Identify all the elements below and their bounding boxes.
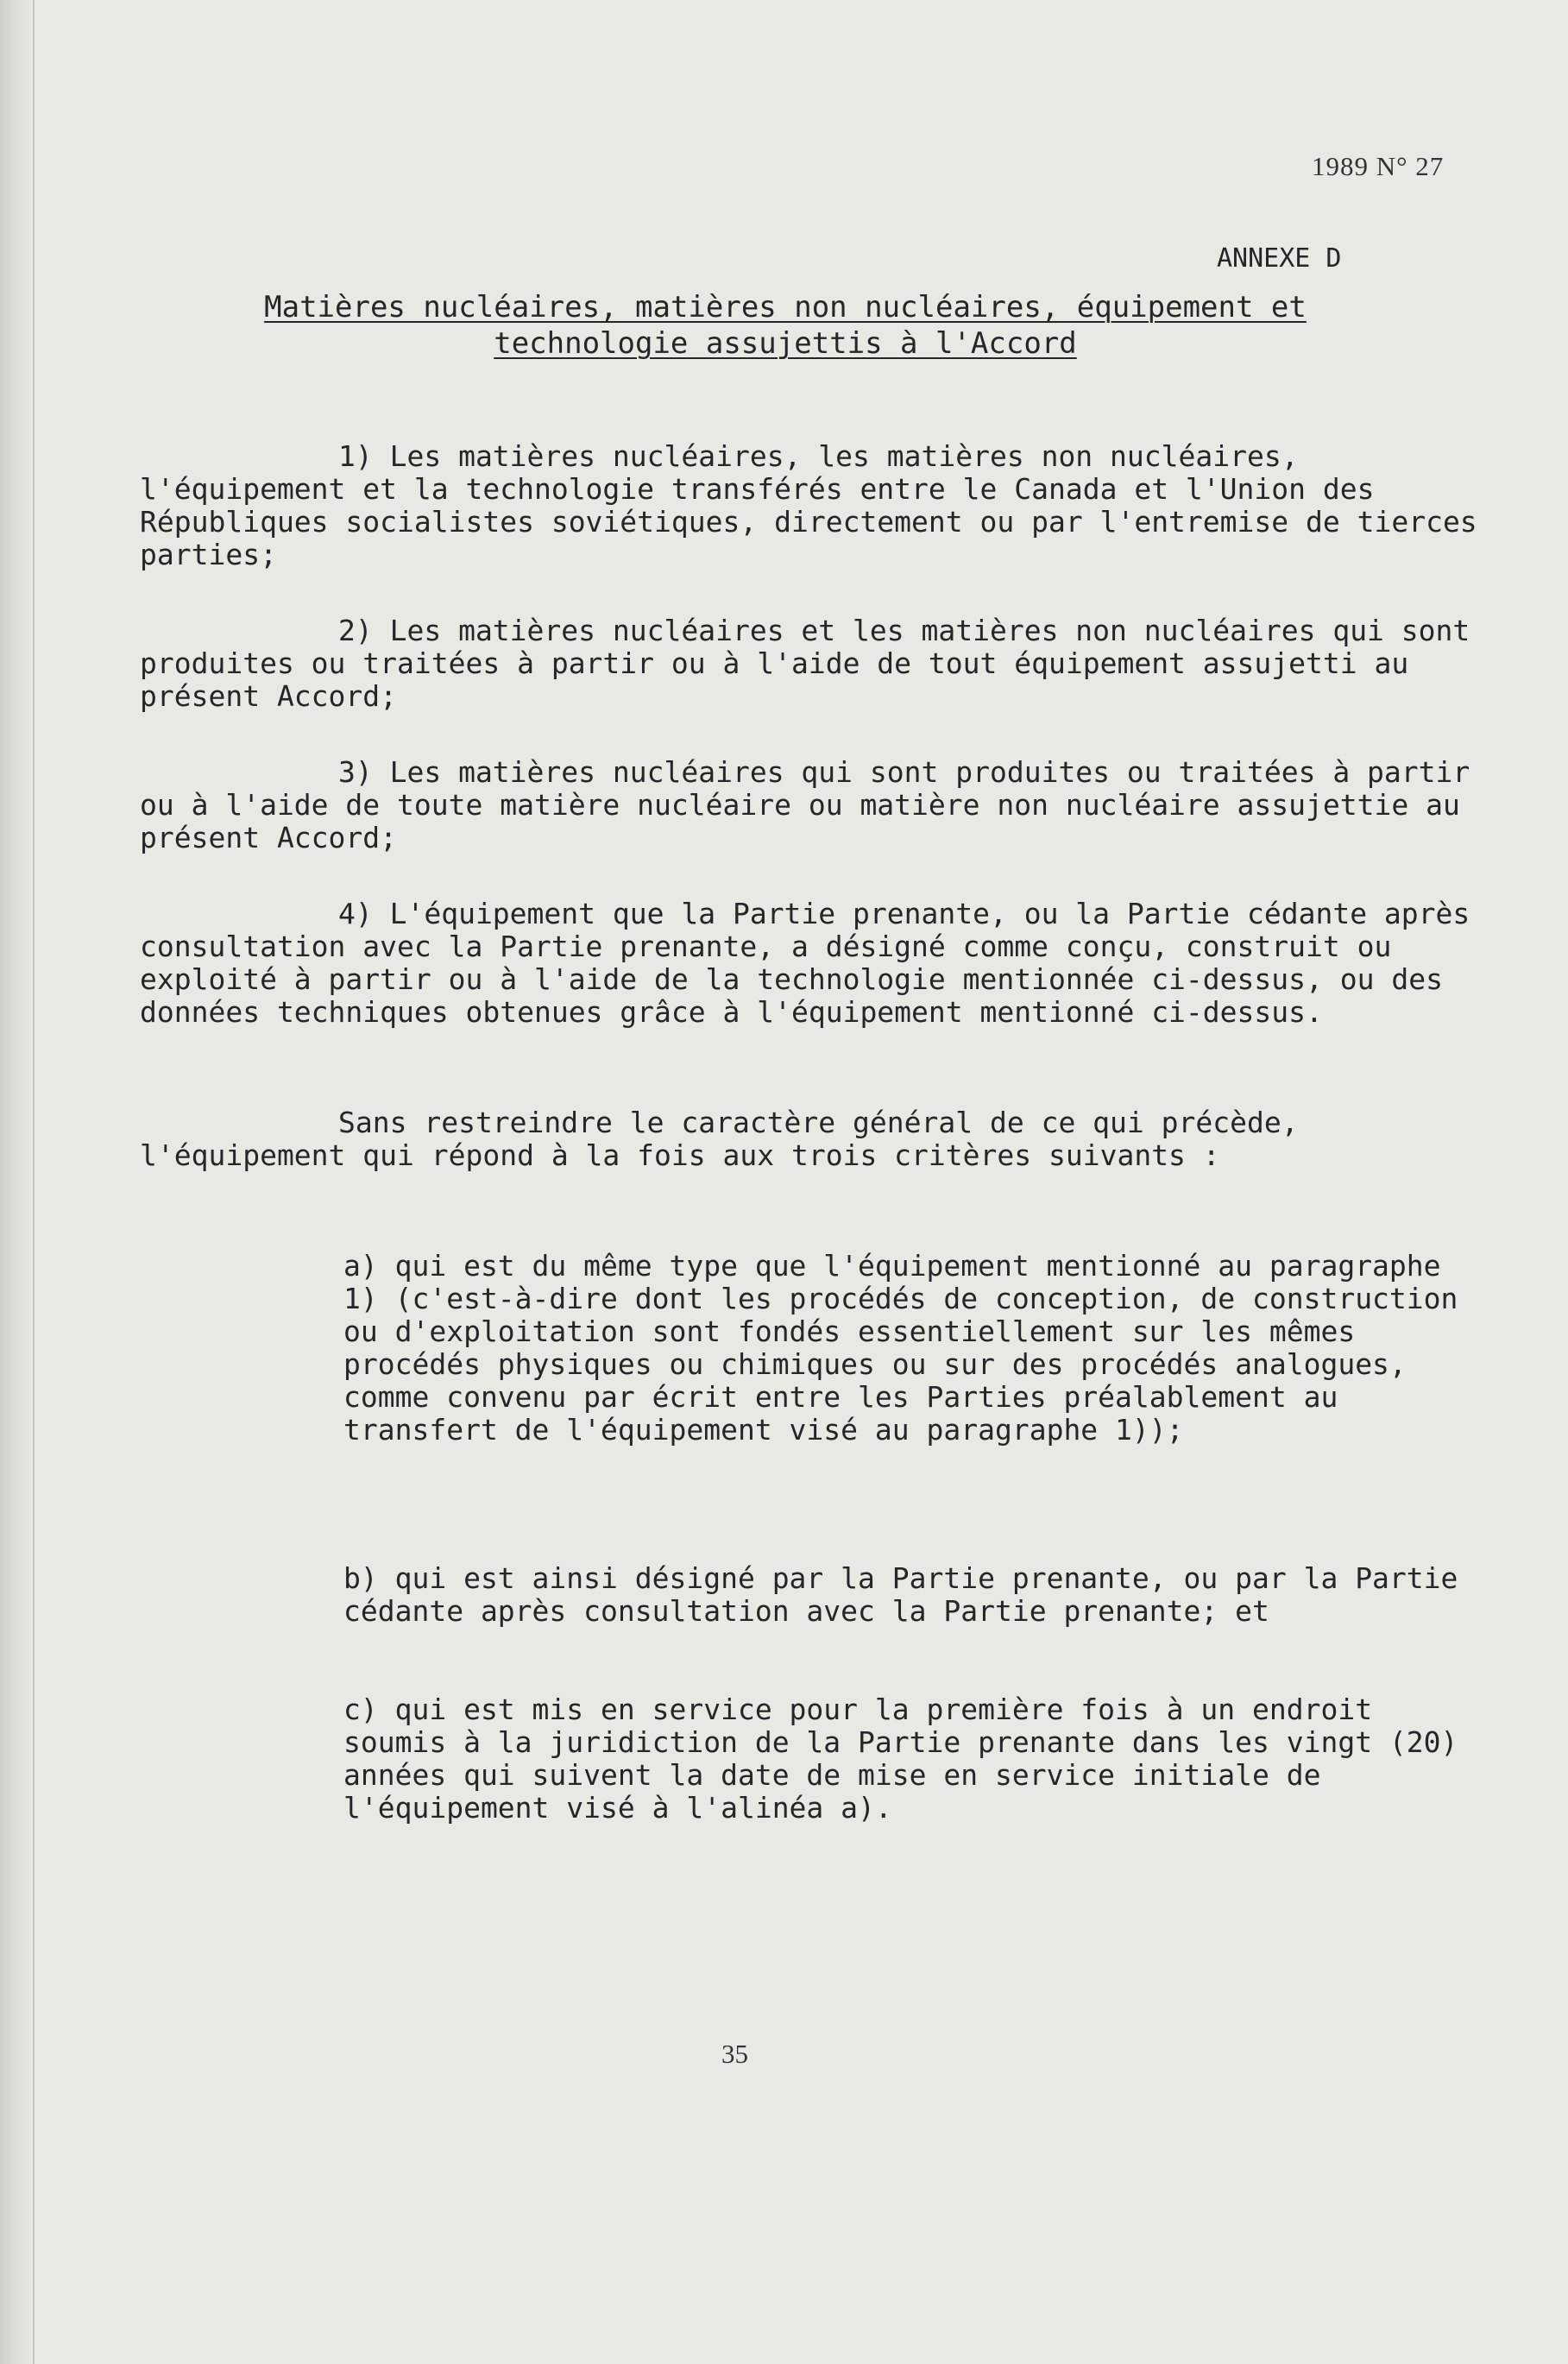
annex-label: ANNEXE D [1217,243,1342,274]
page-number: 35 [721,2039,748,2069]
paragraph-intro-criteria: Sans restreindre le caractère général de ce qui précède, l'équipement qui répond à la fois aux trois critères suivants : [140,1106,1316,1172]
paragraph-1: 1) Les matières nucléaires, les matières non nucléaires, l'équipement et la technologie transférés entre le Canada et l'Union des Républiques socialistes soviétiques, directement ou par l'entremise de tierces parties; [140,439,1495,571]
document-reference: 1989 N° 27 [1312,151,1445,181]
criterion-b: b) qui est ainsi désigné par la Partie prenante, ou par la Partie cédante après consultation avec la Partie prenante; et [343,1561,1476,1628]
paragraph-3: 3) Les matières nucléaires qui sont produites ou traitées à partir ou à l'aide de toute matière nucléaire ou matière non nucléaire assujettie au présent Accord; [140,755,1488,854]
paragraph-2: 2) Les matières nucléaires et les matières non nucléaires qui sont produites ou traitées à partir ou à l'aide de tout équipement assujetti au présent Accord; [140,614,1488,713]
document-title [173,289,1398,362]
paragraph-4: 4) L'équipement que la Partie prenante, ou la Partie cédante après consultation avec la Partie prenante, a désigné comme conçu, construit ou exploité à partir ou à l'aide de la technologie mentionnée ci-dessus, ou des données techniques obtenues grâce à l'équipement mentionné ci-dessus. [140,897,1488,1029]
criterion-a: a) qui est du même type que l'équipement mentionné au paragraphe 1) (c'est-à-dire dont les procédés de conception, de construction ou d'exploitation sont fondés essentiellement sur les mêmes procédés physiques ou chimiques ou sur des procédés analogues, comme convenu par écrit entre les Parties préalablement au transfert de l'équipement visé au paragraphe 1)); [343,1249,1476,1447]
page-binding-edge [0,0,35,2364]
title-line-1: Matières nucléaires, matières non nucléaires, équipement et [264,290,1307,325]
title-line-2: technologie assujettis à l'Accord [494,326,1077,361]
criterion-c: c) qui est mis en service pour la première fois à un endroit soumis à la juridiction de la Partie prenante dans les vingt (20) années qui suivent la date de mise en service initiale de l'équipement visé à l'alinéa a). [343,1693,1476,1825]
page-edge-line [33,0,35,2364]
